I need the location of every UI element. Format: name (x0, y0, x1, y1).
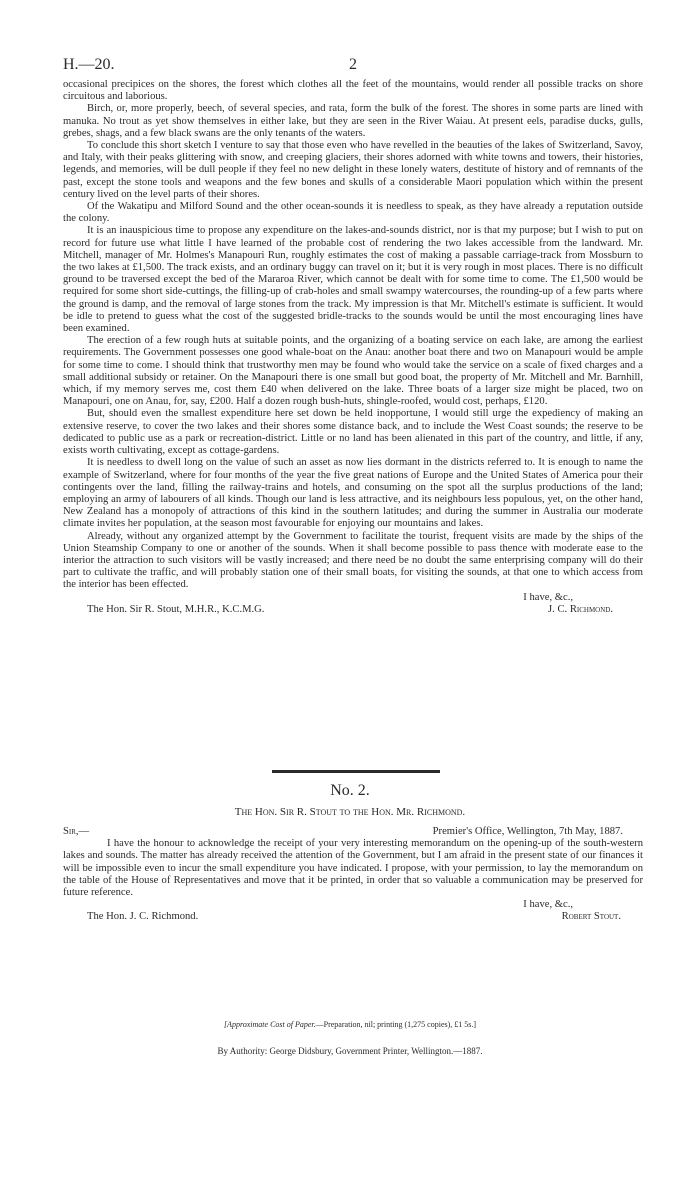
greeting: Sir,— (63, 826, 90, 837)
cost-label: [Approximate Cost of Paper. (223, 1020, 316, 1029)
paragraph: Of the Wakatipu and Milford Sound and the other ocean-sounds it is needless to speak, as they have already a reputation outside the colony. (63, 201, 643, 225)
cost-details: —Preparation, nil; printing (1,275 copies), £1 5s.] (315, 1020, 477, 1029)
closing-line (63, 899, 643, 911)
paragraph: It is an inauspicious time to propose any expenditure on the lakes-and-sounds district, nor is that my purpose; but I wish to put on record for future use what little I have learned of the probable cost of rendering the two lakes accessible from the landward. Mr. Mitchell, manager of Mr. Holmes's Manapouri Run, roughly estimates the cost of making a passable carriage-track from Mossburn to the two lakes at £1,500. The track exists, and an ordinary buggy can travel on it; but it is very rough in most places. There is no difficult ground to be traversed except the bed of the Mararoa River, which cannot be dealt with for some time to come. The £1,500 would be required for some short side-cuttings, the filling-up of crab-holes and small swampy watercourses, the rounding-up of a few parts where the ground is damp, and the removal of large stones from the track. My impression is that Mr. Mitchell's estimate is sufficient. It would be idle to pretend to guess what the cost of the suggested bridle-tracks to the sounds would be until the most encouraging lines have been examined. (63, 225, 643, 335)
paragraph: To conclude this short sketch I venture to say that those even who have revelled in the beauties of the lakes of Switzerland, Savoy, and Italy, with their peaks glittering with snow, and creeping glaciers, their shores adorned with white towns and towers, their histories, legends, and memories, will be dull people if they feel no new delight in these lonely waters, destitute of history and of remnants of the past, except the stone tools and weapons and the few bones and skulls of a considerable Maori population which within the present century lived on the level parts of their shores. (63, 140, 643, 200)
cost-note (0, 1020, 700, 1029)
memorandum-body (63, 79, 643, 616)
signature: J. C. Richmond. (548, 603, 613, 615)
section-title: The Hon. Sir R. Stout to the Hon. Mr. Richmond. (234, 806, 466, 818)
letter-no2 (63, 826, 643, 924)
signature-line (63, 604, 643, 616)
place-date: Premier's Office, Wellington, 7th May, 1887. (432, 826, 623, 837)
document-reference: H.—20. (63, 56, 115, 73)
paragraph: It is needless to dwell long on the value of such an asset as now lies dormant in the districts referred to. It is enough to name the example of Switzerland, where for four months of the year the five great nations of Europe and the United States of America pour their contingents over the land, filling the railway-trains and hotels, and consuming on the spot all the surplus productions of the land; employing an army of labourers of all kinds. Though our land is less attractive, and its neighbours less populous, yet, on the other hand, New Zealand has a monopoly of attractions of this kind in the southern latitudes; and during the summer in Australia our moderate climate invites her population, at the season most favourable for enjoying our mountains and lakes. (63, 457, 643, 530)
paragraph: Birch, or, more properly, beech, of several species, and rata, form the bulk of the forest. The shores in some parts are lined with manuka. No trout as yet show themselves in either lake, but they are seen in the River Waiau. At present eels, paradise ducks, gulls, grebes, shags, and a few black swans are the only tenants of the waters. (63, 103, 643, 139)
closing-salutation: I have, &c., (523, 899, 573, 911)
addressee: The Hon. J. C. Richmond. (87, 911, 199, 923)
paragraph: Already, without any organized attempt by the Government to facilitate the tourist, frequent visits are made by the ships of the Union Steamship Company to one or another of the sounds. When it shall become possible to pass thence with moderate ease to the interior the attraction to such visitors will be vastly increased; and there need be no doubt the same enterprising company will do their part to cultivate the traffic, and will probably station one of their small boats, for visiting the sounds, at that one to which access from the interior has been effected. (63, 530, 643, 591)
section-divider (272, 770, 440, 773)
page-header (63, 56, 643, 78)
signature-line (63, 911, 643, 923)
greeting-line (63, 826, 643, 838)
signature: Robert Stout. (561, 911, 621, 923)
addressee: The Hon. Sir R. Stout, M.H.R., K.C.M.G. (87, 603, 265, 615)
printer-imprint: By Authority: George Didsbury, Government Printer, Wellington.—1887. (217, 1046, 483, 1056)
page-number: 2 (349, 56, 357, 73)
paragraph: occasional precipices on the shores, the forest which clothes all the feet of the mountains, would render all possible tracks on shore circuitous and laborious. (63, 79, 643, 103)
letter-body: I have the honour to acknowledge the receipt of your very interesting memorandum on the opening-up of the south-western lakes and sounds. The matter has already received the attention of the Government, but I am afraid in the present state of our finances it will be impossible even to incur the small expenditure you have indicated. I propose, with your permission, to lay the memorandum on the table of the House of Representatives and move that it be printed, in order that so valuable a communication may be preserved for future reference. (63, 838, 643, 898)
closing-salutation: I have, &c., (523, 591, 573, 603)
section-number: No. 2. (330, 782, 370, 799)
paragraph: The erection of a few rough huts at suitable points, and the organizing of a boating service on each lake, are among the earliest requirements. The Government possesses one good whale-boat on the Anau: another boat there and two on Manapouri would be ample for some time to come. I should think that trustworthy men may be found who would take the service on a scale of fixed charges and a small additional subsidy or retainer. On the Manapouri there is one small but good boat, the property of Mr. Mitchell and Mr. Barnhill, which, if my memory serves me, cost them £40 when delivered on the lake. Three boats of a larger size might be placed, two on Manapouri, one on Anau, for, say, £200. Half a dozen rough bush-huts, shingle-roofed, would cost, perhaps, £120. (63, 335, 643, 408)
closing-line (63, 592, 643, 604)
paragraph: But, should even the smallest expenditure here set down be held inopportune, I would still urge the expediency of making an extensive reserve, to cover the two lakes and their shores some distance back, and to include the West Coast sounds; the reserve to be dedicated to public use as a park or recreation-district. Little or no land has been alienated in this part of the country, and little, if any, exists worth cultivating, except as cottage-gardens. (63, 408, 643, 457)
